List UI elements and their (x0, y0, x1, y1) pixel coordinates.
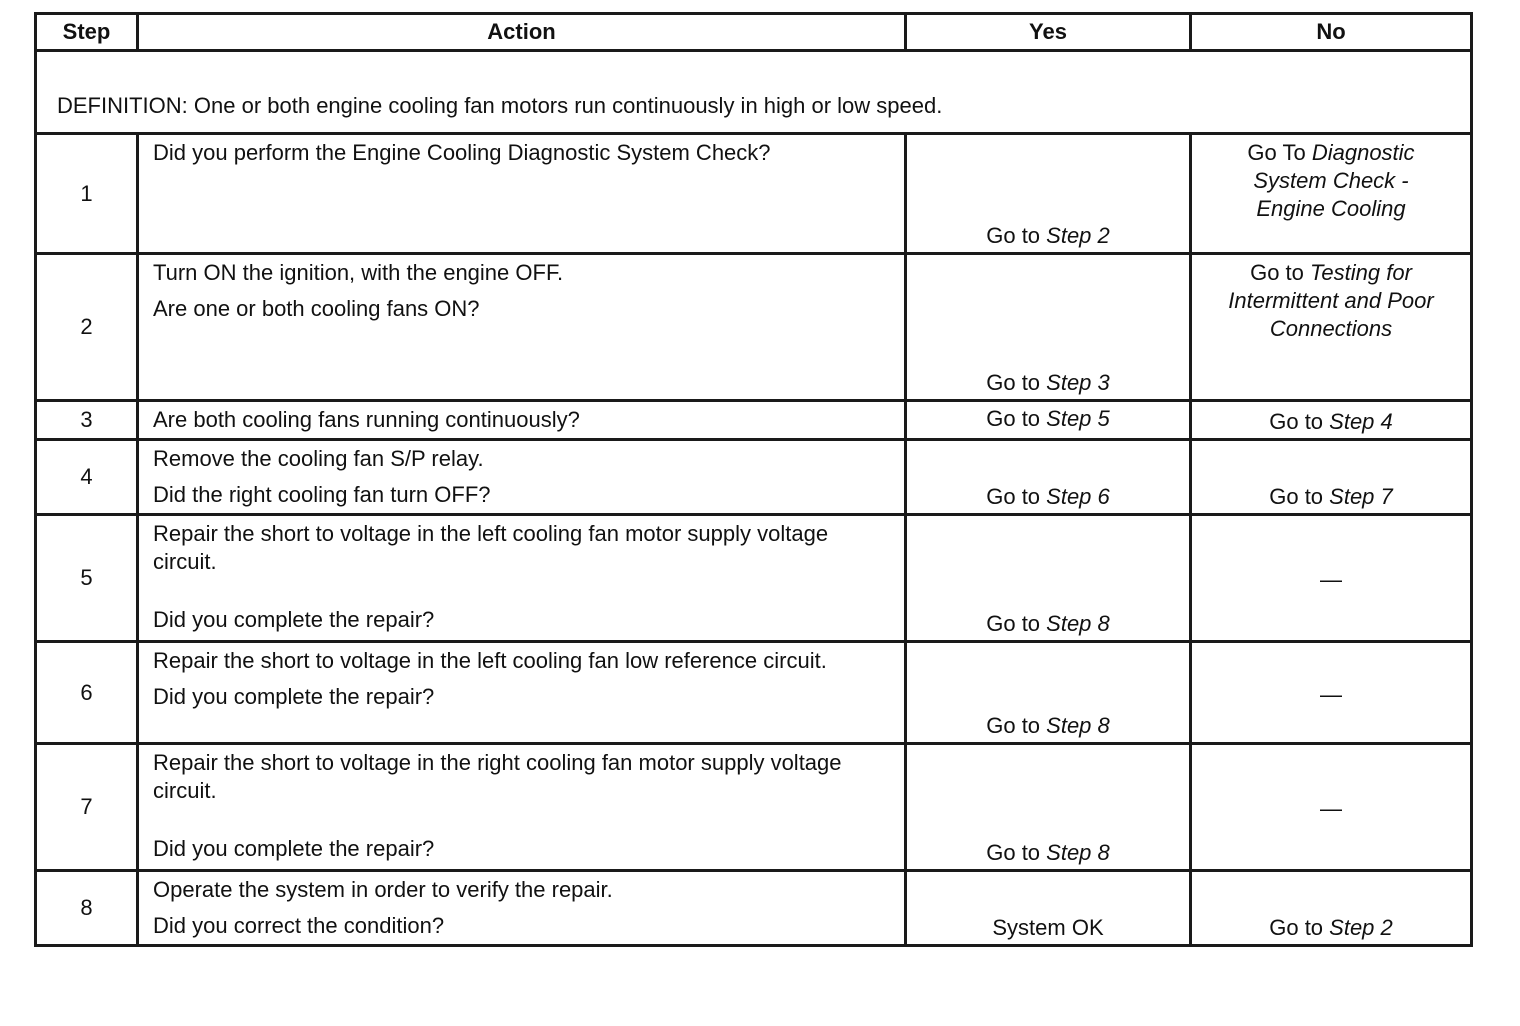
no-link[interactable]: Testing for Intermittent and Poor Connections (1228, 260, 1434, 341)
table-row (36, 515, 1472, 642)
no-prefix: Go to (1250, 260, 1310, 285)
no-link[interactable]: Step 4 (1329, 409, 1393, 434)
step-number: 3 (36, 401, 138, 440)
table-row (36, 134, 1472, 254)
header-yes: Yes (906, 14, 1191, 51)
no-prefix: Go to (1269, 484, 1330, 509)
no-cell (1191, 744, 1472, 871)
table-row (36, 254, 1472, 401)
yes-prefix: Go to (986, 611, 1047, 636)
yes-cell (906, 871, 1191, 946)
action-cell (138, 134, 906, 254)
action-question: Did you complete the repair? (153, 684, 435, 709)
step-number: 2 (36, 254, 138, 401)
yes-prefix: Go to (986, 370, 1047, 395)
yes-prefix: Go to (986, 484, 1047, 509)
yes-result: System OK (992, 915, 1104, 940)
diagnostic-table-container (34, 12, 1470, 947)
action-instruction: Operate the system in order to verify the repair. (153, 877, 613, 902)
no-link[interactable]: Step 2 (1329, 915, 1393, 940)
no-dash: — (1320, 567, 1342, 592)
action-question: Are both cooling fans running continuously? (153, 407, 580, 432)
step-number: 8 (36, 871, 138, 946)
table-row (36, 744, 1472, 871)
definition-row (36, 51, 1472, 134)
no-cell (1191, 401, 1472, 440)
action-cell (138, 515, 906, 642)
yes-cell (906, 642, 1191, 744)
diagnostic-table (34, 12, 1473, 947)
action-cell (138, 401, 906, 440)
step-number: 6 (36, 642, 138, 744)
action-instruction: Repair the short to voltage in the left cooling fan motor supply voltage circuit. (153, 521, 829, 574)
header-step: Step (36, 14, 138, 51)
no-cell (1191, 515, 1472, 642)
step-number: 5 (36, 515, 138, 642)
no-cell (1191, 871, 1472, 946)
action-question: Did you correct the condition? (153, 913, 445, 938)
table-row (36, 401, 1472, 440)
table-row (36, 871, 1472, 946)
no-cell (1191, 642, 1472, 744)
table-row (36, 642, 1472, 744)
action-instruction: Repair the short to voltage in the left cooling fan low reference circuit. (153, 648, 827, 673)
action-question: Did you perform the Engine Cooling Diagnostic System Check? (153, 140, 771, 165)
action-cell (138, 744, 906, 871)
header-no: No (1191, 14, 1472, 51)
action-instruction: Turn ON the ignition, with the engine OFF. (153, 260, 564, 285)
yes-prefix: Go to (986, 406, 1047, 431)
no-link[interactable]: Step 7 (1329, 484, 1393, 509)
yes-cell (906, 401, 1191, 440)
yes-link[interactable]: Step 8 (1046, 840, 1110, 865)
definition-text: DEFINITION: One or both engine cooling fan motors run continuously in high or low speed. (36, 51, 1472, 134)
yes-cell (906, 744, 1191, 871)
yes-link[interactable]: Step 3 (1046, 370, 1110, 395)
no-link[interactable]: Diagnostic System Check - Engine Cooling (1253, 140, 1415, 221)
yes-cell (906, 440, 1191, 515)
action-question: Did you complete the repair? (153, 607, 435, 632)
action-cell (138, 440, 906, 515)
action-cell (138, 254, 906, 401)
no-prefix: Go To (1247, 140, 1312, 165)
step-number: 4 (36, 440, 138, 515)
table-row (36, 440, 1472, 515)
action-instruction: Repair the short to voltage in the right cooling fan motor supply voltage circuit. (153, 750, 842, 803)
yes-cell (906, 134, 1191, 254)
action-cell (138, 871, 906, 946)
action-cell (138, 642, 906, 744)
header-row (36, 14, 1472, 51)
yes-link[interactable]: Step 6 (1046, 484, 1110, 509)
no-cell (1191, 440, 1472, 515)
yes-prefix: Go to (986, 840, 1047, 865)
step-number: 7 (36, 744, 138, 871)
yes-prefix: Go to (986, 713, 1047, 738)
action-question: Did you complete the repair? (153, 836, 435, 861)
no-prefix: Go to (1269, 409, 1330, 434)
no-dash: — (1320, 681, 1342, 707)
header-action: Action (138, 14, 906, 51)
action-instruction: Remove the cooling fan S/P relay. (153, 446, 484, 471)
yes-link[interactable]: Step 5 (1046, 406, 1110, 431)
no-cell (1191, 254, 1472, 401)
yes-link[interactable]: Step 8 (1046, 713, 1110, 738)
yes-link[interactable]: Step 2 (1046, 223, 1110, 248)
yes-link[interactable]: Step 8 (1046, 611, 1110, 636)
no-prefix: Go to (1269, 915, 1330, 940)
yes-prefix: Go to (986, 223, 1047, 248)
action-question: Are one or both cooling fans ON? (153, 296, 480, 321)
yes-cell (906, 515, 1191, 642)
action-question: Did the right cooling fan turn OFF? (153, 482, 491, 507)
no-cell (1191, 134, 1472, 254)
step-number: 1 (36, 134, 138, 254)
yes-cell (906, 254, 1191, 401)
no-dash: — (1320, 796, 1342, 821)
